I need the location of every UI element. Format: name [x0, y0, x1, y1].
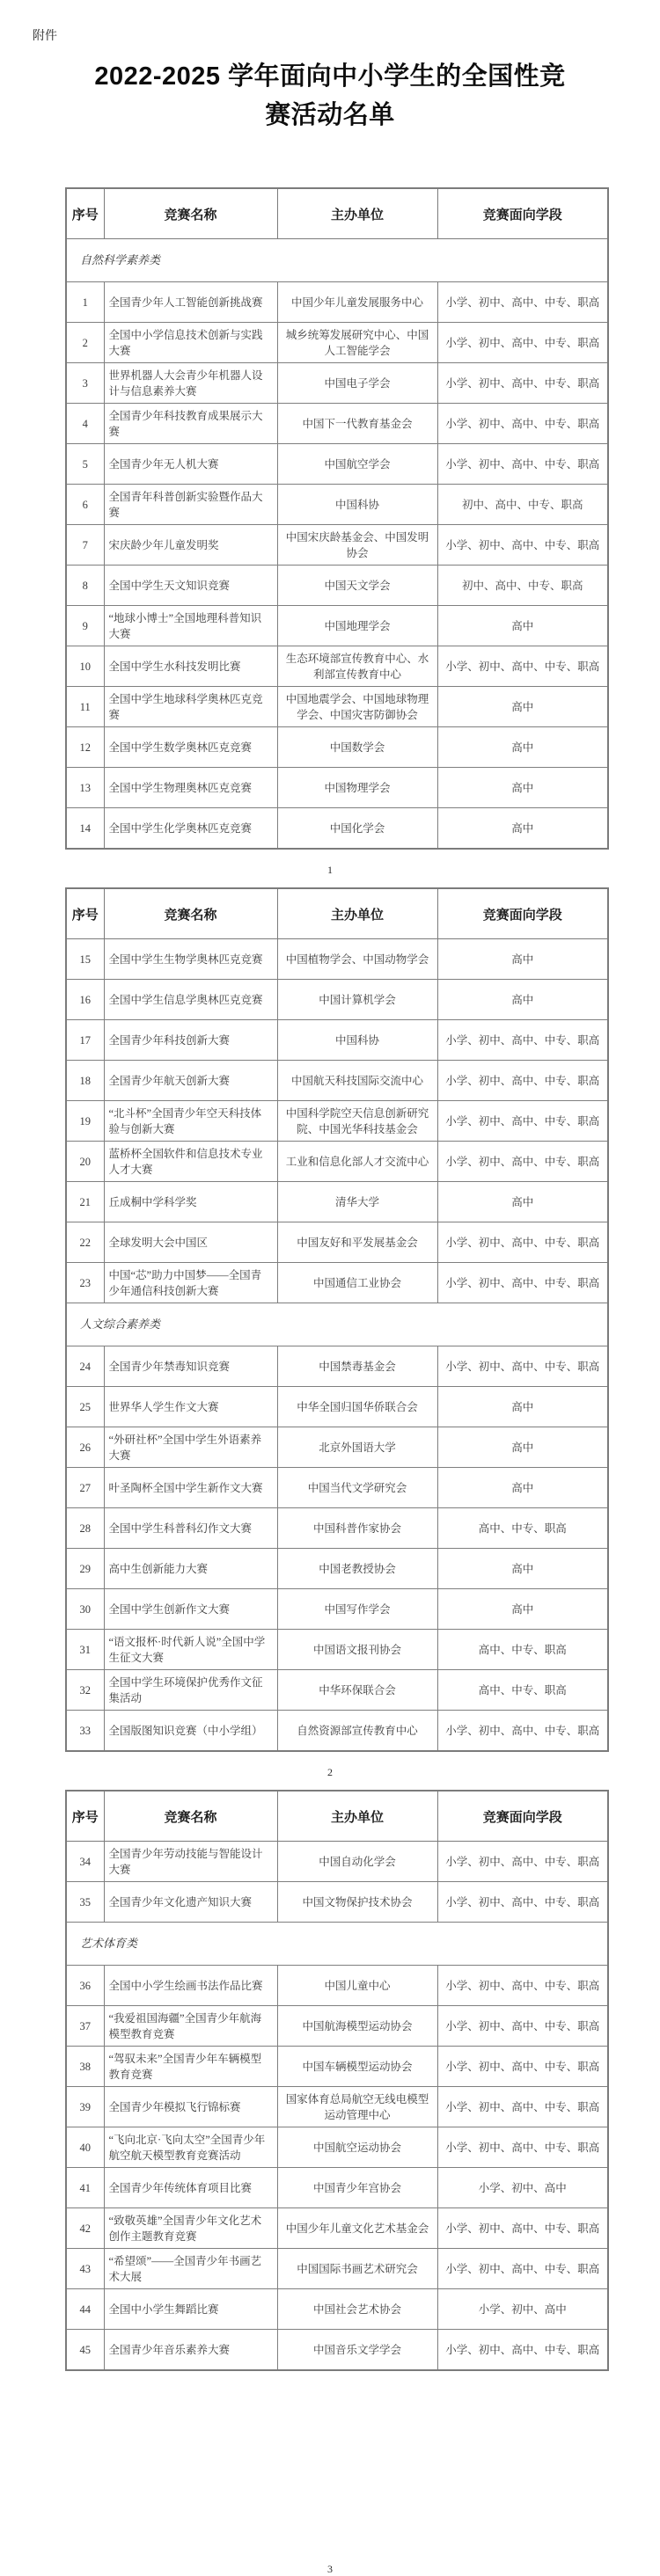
competition-table-page-2: [65, 887, 609, 1752]
stages-cell: 小学、初中、高中、中专、职高: [437, 1966, 608, 2006]
row-number-cell: 40: [66, 2127, 104, 2168]
table-row: [66, 566, 608, 606]
stages-cell: 高中: [437, 980, 608, 1020]
organizer-cell: 中国物理学会: [277, 768, 437, 808]
row-number-cell: 42: [66, 2208, 104, 2249]
stages-cell: 小学、初中、高中、中专、职高: [437, 323, 608, 363]
stages-cell: 高中: [437, 727, 608, 768]
organizer-cell: 中国少年儿童发展服务中心: [277, 282, 437, 323]
organizer-cell: 中国航天科技国际交流中心: [277, 1061, 437, 1101]
header-row: [66, 888, 608, 939]
competition-name-cell: 全国青少年无人机大赛: [104, 444, 277, 485]
row-number-cell: 23: [66, 1263, 104, 1303]
table-row: [66, 1589, 608, 1630]
stages-cell: 小学、初中、高中、中专、职高: [437, 1842, 608, 1882]
competition-name-cell: 中国“芯”助力中国梦——全国青少年通信科技创新大赛: [104, 1263, 277, 1303]
column-header: 主办单位: [277, 888, 437, 939]
competition-name-cell: “我爱祖国海疆”全国青少年航海模型教育竞赛: [104, 2006, 277, 2047]
table-row: [66, 1670, 608, 1711]
organizer-cell: 中国电子学会: [277, 363, 437, 404]
stages-cell: 小学、初中、高中、中专、职高: [437, 404, 608, 444]
table-row: [66, 606, 608, 646]
category-label: 艺术体育类: [66, 1923, 608, 1966]
row-number-cell: 44: [66, 2289, 104, 2330]
row-number-cell: 12: [66, 727, 104, 768]
stages-cell: 小学、初中、高中、中专、职高: [437, 1882, 608, 1923]
column-header: 竞赛名称: [104, 1791, 277, 1842]
column-header: 序号: [66, 1791, 104, 1842]
competition-name-cell: 全国青少年科技教育成果展示大赛: [104, 404, 277, 444]
organizer-cell: 中国文物保护技术协会: [277, 1882, 437, 1923]
competition-name-cell: 全国版图知识竞赛（中小学组）: [104, 1711, 277, 1752]
table-row: [66, 1387, 608, 1427]
stages-cell: 小学、初中、高中、中专、职高: [437, 2208, 608, 2249]
competition-name-cell: “外研社杯”全国中学生外语素养大赛: [104, 1427, 277, 1468]
row-number-cell: 14: [66, 808, 104, 850]
organizer-cell: 中国老教授协会: [277, 1549, 437, 1589]
header-row: [66, 188, 608, 239]
row-number-cell: 41: [66, 2168, 104, 2208]
table-row: [66, 1142, 608, 1182]
row-number-cell: 43: [66, 2249, 104, 2289]
stages-cell: 小学、初中、高中、中专、职高: [437, 1222, 608, 1263]
competition-name-cell: 全国青少年禁毒知识竞赛: [104, 1346, 277, 1387]
table-row: [66, 2289, 608, 2330]
table-section-3: [0, 1790, 660, 2576]
table-row: [66, 1630, 608, 1670]
page-number-2: 2: [327, 1766, 333, 1778]
table-row: [66, 444, 608, 485]
competition-name-cell: 全国青年科普创新实验暨作品大赛: [104, 485, 277, 525]
stages-cell: 高中: [437, 1549, 608, 1589]
organizer-cell: 中国计算机学会: [277, 980, 437, 1020]
column-header: 主办单位: [277, 1791, 437, 1842]
category-row: [66, 239, 608, 282]
organizer-cell: 中国数学会: [277, 727, 437, 768]
organizer-cell: 中国通信工业协会: [277, 1263, 437, 1303]
stages-cell: 小学、初中、高中、中专、职高: [437, 2127, 608, 2168]
row-number-cell: 33: [66, 1711, 104, 1752]
stages-cell: 高中: [437, 939, 608, 980]
stages-cell: 小学、初中、高中、中专、职高: [437, 282, 608, 323]
column-header: 序号: [66, 188, 104, 239]
stages-cell: 初中、高中、中专、职高: [437, 485, 608, 525]
table-row: [66, 1020, 608, 1061]
stages-cell: 小学、初中、高中、中专、职高: [437, 1711, 608, 1752]
stages-cell: 高中: [437, 768, 608, 808]
competition-name-cell: 全国中学生物理奥林匹克竞赛: [104, 768, 277, 808]
table-row: [66, 1263, 608, 1303]
document-title: 2022-2025 学年面向中小学生的全国性竞赛活动名单: [94, 62, 566, 129]
organizer-cell: 中国社会艺术协会: [277, 2289, 437, 2330]
row-number-cell: 36: [66, 1966, 104, 2006]
attachment-label: 附件: [33, 28, 57, 42]
stages-cell: 小学、初中、高中、中专、职高: [437, 2006, 608, 2047]
competition-name-cell: “驾驭未来”全国青少年车辆模型教育竞赛: [104, 2047, 277, 2087]
competition-name-cell: 全国青少年模拟飞行锦标赛: [104, 2087, 277, 2127]
table-row: [66, 1468, 608, 1508]
competition-name-cell: 全国青少年传统体育项目比赛: [104, 2168, 277, 2208]
competition-name-cell: “地球小博士”全国地理科普知识大赛: [104, 606, 277, 646]
table-row: [66, 1842, 608, 1882]
competition-table-page-3: [65, 1790, 609, 2371]
organizer-cell: 中国天文学会: [277, 566, 437, 606]
competition-name-cell: 叶圣陶杯全国中学生新作文大赛: [104, 1468, 277, 1508]
organizer-cell: 工业和信息化部人才交流中心: [277, 1142, 437, 1182]
column-header: 竞赛面向学段: [437, 888, 608, 939]
stages-cell: 小学、初中、高中、中专、职高: [437, 444, 608, 485]
competition-name-cell: 全国中学生水科技发明比赛: [104, 646, 277, 687]
row-number-cell: 3: [66, 363, 104, 404]
row-number-cell: 10: [66, 646, 104, 687]
organizer-cell: 中国车辆模型运动协会: [277, 2047, 437, 2087]
organizer-cell: 中国国际书画艺术研究会: [277, 2249, 437, 2289]
competition-name-cell: 世界机器人大会青少年机器人设计与信息素养大赛: [104, 363, 277, 404]
competition-name-cell: 丘成桐中学科学奖: [104, 1182, 277, 1222]
category-label: 人文综合素养类: [66, 1303, 608, 1346]
organizer-cell: 中国写作学会: [277, 1589, 437, 1630]
competition-name-cell: 全国中学生地球科学奥林匹克竞赛: [104, 687, 277, 727]
competition-name-cell: 全国中学生信息学奥林匹克竞赛: [104, 980, 277, 1020]
competition-name-cell: 全国中学生数学奥林匹克竞赛: [104, 727, 277, 768]
category-row: [66, 1923, 608, 1966]
row-number-cell: 11: [66, 687, 104, 727]
column-header: 主办单位: [277, 188, 437, 239]
stages-cell: 小学、初中、高中、中专、职高: [437, 1020, 608, 1061]
organizer-cell: 中国地震学会、中国地球物理学会、中国灾害防御协会: [277, 687, 437, 727]
table-row: [66, 2087, 608, 2127]
competition-name-cell: 全国中小学生绘画书法作品比赛: [104, 1966, 277, 2006]
table-row: [66, 1882, 608, 1923]
row-number-cell: 21: [66, 1182, 104, 1222]
organizer-cell: 中国当代文学研究会: [277, 1468, 437, 1508]
competition-name-cell: “北斗杯”全国青少年空天科技体验与创新大赛: [104, 1101, 277, 1142]
row-number-cell: 1: [66, 282, 104, 323]
table-row: [66, 2127, 608, 2168]
competition-name-cell: 全国中学生科普科幻作文大赛: [104, 1508, 277, 1549]
organizer-cell: 中国植物学会、中国动物学会: [277, 939, 437, 980]
competition-name-cell: “希望颂”——全国青少年书画艺术大展: [104, 2249, 277, 2289]
stages-cell: 小学、初中、高中、中专、职高: [437, 646, 608, 687]
stages-cell: 小学、初中、高中、中专、职高: [437, 1142, 608, 1182]
row-number-cell: 27: [66, 1468, 104, 1508]
row-number-cell: 4: [66, 404, 104, 444]
row-number-cell: 45: [66, 2330, 104, 2371]
organizer-cell: 清华大学: [277, 1182, 437, 1222]
column-header: 竞赛面向学段: [437, 188, 608, 239]
stages-cell: 小学、初中、高中: [437, 2289, 608, 2330]
stages-cell: 初中、高中、中专、职高: [437, 566, 608, 606]
row-number-cell: 22: [66, 1222, 104, 1263]
table-row: [66, 727, 608, 768]
stages-cell: 高中: [437, 1589, 608, 1630]
table-row: [66, 687, 608, 727]
organizer-cell: 生态环境部宣传教育中心、水利部宣传教育中心: [277, 646, 437, 687]
table-section-2: [0, 887, 660, 1779]
table-row: [66, 1711, 608, 1752]
table-body: [66, 239, 608, 850]
organizer-cell: 中国音乐文学学会: [277, 2330, 437, 2371]
page-number-3: 3: [327, 2563, 333, 2575]
row-number-cell: 39: [66, 2087, 104, 2127]
table-body: [66, 1842, 608, 2371]
stages-cell: 小学、初中、高中、中专、职高: [437, 2047, 608, 2087]
category-label: 自然科学素养类: [66, 239, 608, 282]
organizer-cell: 中国自动化学会: [277, 1842, 437, 1882]
table-row: [66, 1427, 608, 1468]
table-header: [66, 888, 608, 939]
competition-name-cell: 全国中学生化学奥林匹克竞赛: [104, 808, 277, 850]
table-section-1: [0, 187, 660, 877]
organizer-cell: 中华全国归国华侨联合会: [277, 1387, 437, 1427]
competition-name-cell: 全国青少年人工智能创新挑战赛: [104, 282, 277, 323]
row-number-cell: 34: [66, 1842, 104, 1882]
table-header: [66, 1791, 608, 1842]
organizer-cell: 中国地理学会: [277, 606, 437, 646]
table-row: [66, 2047, 608, 2087]
row-number-cell: 37: [66, 2006, 104, 2047]
organizer-cell: 中国科学院空天信息创新研究院、中国光华科技基金会: [277, 1101, 437, 1142]
header-row: [66, 1791, 608, 1842]
organizer-cell: 中国化学会: [277, 808, 437, 850]
competition-name-cell: 高中生创新能力大赛: [104, 1549, 277, 1589]
stages-cell: 高中、中专、职高: [437, 1630, 608, 1670]
row-number-cell: 15: [66, 939, 104, 980]
category-row: [66, 1303, 608, 1346]
table-row: [66, 2249, 608, 2289]
competition-name-cell: 全国中学生创新作文大赛: [104, 1589, 277, 1630]
row-number-cell: 16: [66, 980, 104, 1020]
table-header: [66, 188, 608, 239]
table-row: [66, 525, 608, 566]
organizer-cell: 中国航海模型运动协会: [277, 2006, 437, 2047]
stages-cell: 高中: [437, 1468, 608, 1508]
organizer-cell: 中华环保联合会: [277, 1670, 437, 1711]
row-number-cell: 8: [66, 566, 104, 606]
table-row: [66, 1549, 608, 1589]
table-row: [66, 939, 608, 980]
row-number-cell: 17: [66, 1020, 104, 1061]
row-number-cell: 35: [66, 1882, 104, 1923]
organizer-cell: 中国青少年宫协会: [277, 2168, 437, 2208]
row-number-cell: 25: [66, 1387, 104, 1427]
competition-name-cell: 全国中小学生舞蹈比赛: [104, 2289, 277, 2330]
organizer-cell: 中国语文报刊协会: [277, 1630, 437, 1670]
stages-cell: 高中、中专、职高: [437, 1508, 608, 1549]
row-number-cell: 32: [66, 1670, 104, 1711]
row-number-cell: 7: [66, 525, 104, 566]
table-row: [66, 2168, 608, 2208]
competition-name-cell: 全国青少年劳动技能与智能设计大赛: [104, 1842, 277, 1882]
table-row: [66, 1966, 608, 2006]
table-row: [66, 1182, 608, 1222]
organizer-cell: 中国宋庆龄基金会、中国发明协会: [277, 525, 437, 566]
stages-cell: 高中: [437, 687, 608, 727]
stages-cell: 高中: [437, 1182, 608, 1222]
column-header: 竞赛名称: [104, 188, 277, 239]
organizer-cell: 中国禁毒基金会: [277, 1346, 437, 1387]
table-row: [66, 1101, 608, 1142]
competition-name-cell: “飞向北京·飞向太空”全国青少年航空航天模型教育竞赛活动: [104, 2127, 277, 2168]
organizer-cell: 中国儿童中心: [277, 1966, 437, 2006]
organizer-cell: 城乡统筹发展研究中心、中国人工智能学会: [277, 323, 437, 363]
table-row: [66, 404, 608, 444]
organizer-cell: 中国友好和平发展基金会: [277, 1222, 437, 1263]
competition-name-cell: 全国青少年科技创新大赛: [104, 1020, 277, 1061]
competition-name-cell: 全国青少年音乐素养大赛: [104, 2330, 277, 2371]
competition-name-cell: 全国青少年文化遗产知识大赛: [104, 1882, 277, 1923]
table-row: [66, 323, 608, 363]
row-number-cell: 28: [66, 1508, 104, 1549]
column-header: 序号: [66, 888, 104, 939]
organizer-cell: 中国少年儿童文化艺术基金会: [277, 2208, 437, 2249]
table-row: [66, 2330, 608, 2371]
table-row: [66, 980, 608, 1020]
page-number-1: 1: [327, 864, 333, 876]
competition-name-cell: 全国中学生生物学奥林匹克竞赛: [104, 939, 277, 980]
stages-cell: 高中: [437, 606, 608, 646]
competition-name-cell: 全国中学生环境保护优秀作文征集活动: [104, 1670, 277, 1711]
table-body: [66, 939, 608, 1752]
table-row: [66, 2208, 608, 2249]
row-number-cell: 6: [66, 485, 104, 525]
row-number-cell: 24: [66, 1346, 104, 1387]
organizer-cell: 国家体育总局航空无线电模型运动管理中心: [277, 2087, 437, 2127]
table-row: [66, 485, 608, 525]
row-number-cell: 18: [66, 1061, 104, 1101]
table-row: [66, 1222, 608, 1263]
competition-name-cell: “语文报杯·时代新人说”全国中学生征文大赛: [104, 1630, 277, 1670]
organizer-cell: 北京外国语大学: [277, 1427, 437, 1468]
stages-cell: 小学、初中、高中、中专、职高: [437, 2087, 608, 2127]
organizer-cell: 中国科协: [277, 485, 437, 525]
stages-cell: 小学、初中、高中、中专、职高: [437, 2249, 608, 2289]
table-row: [66, 808, 608, 850]
row-number-cell: 31: [66, 1630, 104, 1670]
stages-cell: 小学、初中、高中、中专、职高: [437, 1061, 608, 1101]
competition-table-page-1: [65, 187, 609, 850]
table-row: [66, 768, 608, 808]
organizer-cell: 中国科协: [277, 1020, 437, 1061]
row-number-cell: 2: [66, 323, 104, 363]
competition-name-cell: 世界华人学生作文大赛: [104, 1387, 277, 1427]
stages-cell: 高中、中专、职高: [437, 1670, 608, 1711]
row-number-cell: 30: [66, 1589, 104, 1630]
stages-cell: 小学、初中、高中、中专、职高: [437, 1263, 608, 1303]
organizer-cell: 自然资源部宣传教育中心: [277, 1711, 437, 1752]
stages-cell: 小学、初中、高中、中专、职高: [437, 2330, 608, 2371]
competition-name-cell: “致敬英雄”全国青少年文化艺术创作主题教育竞赛: [104, 2208, 277, 2249]
row-number-cell: 26: [66, 1427, 104, 1468]
stages-cell: 小学、初中、高中: [437, 2168, 608, 2208]
stages-cell: 高中: [437, 808, 608, 850]
row-number-cell: 13: [66, 768, 104, 808]
row-number-cell: 9: [66, 606, 104, 646]
table-row: [66, 1346, 608, 1387]
row-number-cell: 38: [66, 2047, 104, 2087]
competition-name-cell: 宋庆龄少年儿童发明奖: [104, 525, 277, 566]
stages-cell: 小学、初中、高中、中专、职高: [437, 363, 608, 404]
row-number-cell: 29: [66, 1549, 104, 1589]
row-number-cell: 5: [66, 444, 104, 485]
competition-name-cell: 蓝桥杯全国软件和信息技术专业人才大赛: [104, 1142, 277, 1182]
competition-name-cell: 全球发明大会中国区: [104, 1222, 277, 1263]
column-header: 竞赛名称: [104, 888, 277, 939]
competition-name-cell: 全国中学生天文知识竞赛: [104, 566, 277, 606]
stages-cell: 小学、初中、高中、中专、职高: [437, 1101, 608, 1142]
organizer-cell: 中国下一代教育基金会: [277, 404, 437, 444]
table-row: [66, 646, 608, 687]
competition-name-cell: 全国青少年航天创新大赛: [104, 1061, 277, 1101]
table-row: [66, 1508, 608, 1549]
stages-cell: 高中: [437, 1427, 608, 1468]
organizer-cell: 中国航空学会: [277, 444, 437, 485]
stages-cell: 小学、初中、高中、中专、职高: [437, 525, 608, 566]
row-number-cell: 20: [66, 1142, 104, 1182]
stages-cell: 小学、初中、高中、中专、职高: [437, 1346, 608, 1387]
table-row: [66, 282, 608, 323]
table-row: [66, 2006, 608, 2047]
table-row: [66, 363, 608, 404]
competition-name-cell: 全国中小学信息技术创新与实践大赛: [104, 323, 277, 363]
table-row: [66, 1061, 608, 1101]
stages-cell: 高中: [437, 1387, 608, 1427]
organizer-cell: 中国航空运动协会: [277, 2127, 437, 2168]
column-header: 竞赛面向学段: [437, 1791, 608, 1842]
row-number-cell: 19: [66, 1101, 104, 1142]
organizer-cell: 中国科普作家协会: [277, 1508, 437, 1549]
